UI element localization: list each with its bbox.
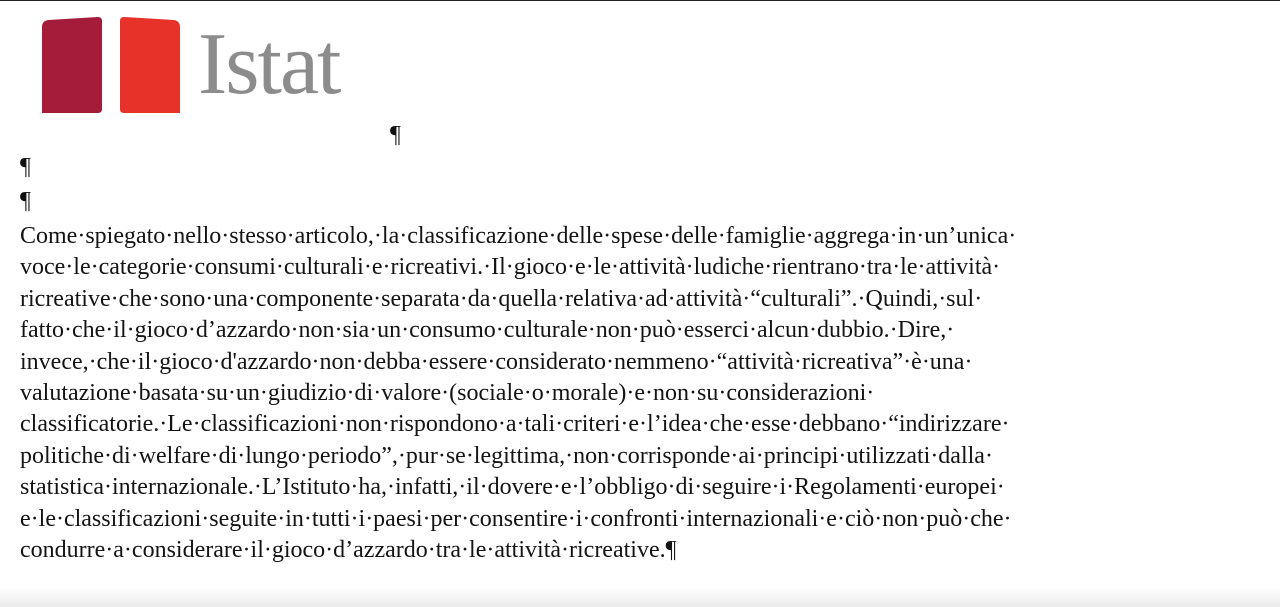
logo-right-block (120, 17, 180, 113)
paragraph-line: classificatorie.·Le·classificazioni·non·rispondono·a·tali·criteri·e·l’idea·che·esse·debbano·“indirizzare· (20, 411, 1010, 438)
paragraph-line-last: condurre·a·considerare·il·gioco·d’azzardo·tra·le·attività·ricreative.¶ (20, 537, 677, 564)
paragraph-line: fatto·che·il·gioco·d’azzardo·non·sia·un·consumo·culturale·non·può·esserci·alcun·dubbio.·Dire,· (20, 317, 955, 344)
istat-logo-mark (40, 17, 190, 117)
paragraph-line: ricreative·che·sono·una·componente·separata·da·quella·relativa·ad·attività·“culturali”.·Quindi,·sul· (20, 285, 983, 312)
logo-left-block (42, 17, 102, 113)
istat-logo (40, 17, 380, 117)
paragraph-line: politiche·di·welfare·di·lungo·periodo”,·pur·se·legittima,·non·corrisponde·ai·principi·utilizzati·dalla· (20, 442, 993, 469)
istat-logo-text: Istat (198, 16, 340, 113)
paragraph-line: Come·spiegato·nello·stesso·articolo,·la·classificazione·delle·spese·delle·famiglie·aggrega·in·un’unica· (20, 223, 1017, 249)
paragraph-line: invece,·che·il·gioco·d'azzardo·non·debba·essere·considerato·nemmeno·“attività·ricreativa”·è·una· (20, 348, 973, 375)
paragraph-line: e·le·classificazioni·seguite·in·tutti·i·paesi·per·consentire·i·confronti·internazionali·e·ciò·non·può·che· (20, 505, 1012, 532)
body-paragraph (20, 221, 1280, 566)
pilcrow-mark-logo: ¶ (390, 122, 401, 148)
paragraph-line: valutazione·basata·su·un·giudizio·di·valore·(sociale·o·morale)·e·non·su·considerazioni· (20, 380, 875, 407)
paragraph-line: voce·le·categorie·consumi·culturali·e·ricreativi.·Il·gioco·e·le·attività·ludiche·rientrano·tra·le·attività· (20, 254, 1001, 281)
pilcrow-mark-empty-2: ¶ (20, 188, 31, 214)
paragraph-line: statistica·internazionale.·L’Istituto·ha,·infatti,·il·dovere·e·l’obbligo·di·seguire·i·Regolamenti·europei· (20, 474, 1005, 501)
pilcrow-mark-empty-1: ¶ (20, 154, 31, 180)
bottom-edge-shade (0, 587, 1280, 607)
